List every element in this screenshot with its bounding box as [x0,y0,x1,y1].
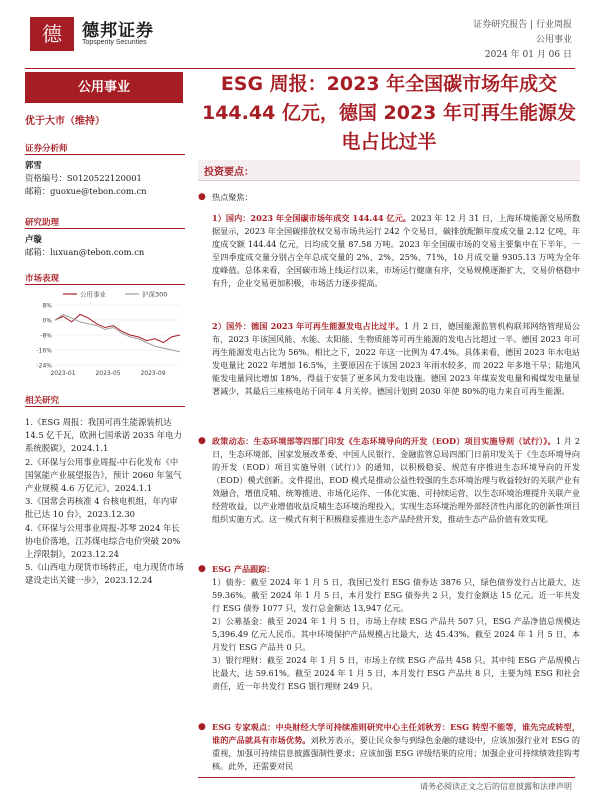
report-type: 证券研究报告 | 行业周报 [473,20,572,30]
assistant-heading: 研究助理 [25,218,60,228]
y-tick-label: 0% [42,317,52,325]
divider [25,284,185,285]
paragraph-body: 1 月 2 日，德国能源监管机构联邦网络管理局公布，2023 年该国风能、水能、太阳能、生物质能等可再生能源的发电占比超过一半。德国 2023 年可再生能源发电占比为 56%。相比之下，2022 年这一比例为 47.4%。具体来看，德国 2023 年水电站发电量比 2022 年增加 16.5%，主要原因在于该国 2023 年雨水较多，而 2022 年多地干旱；陆地风能发电量同比增加 18%，得益于安装了更多风力发电设施。德国 2023 年煤炭发电量和褐煤发电量显著减少，其最后三座核电站于同年 4 月关停。德国计划到 2030 年使 80%的电力来自可再生能源。 [212,321,580,397]
divider [25,228,185,229]
legend-label: 沪深300 [142,290,168,299]
paragraph-domestic [212,212,580,290]
legend-label: 公用事业 [80,290,106,299]
paragraph-policy [212,435,580,526]
y-tick-label: -16% [36,347,52,355]
brand-name-en: Topsperity Securities [82,39,147,46]
hot-label: 热点聚焦： [212,192,253,202]
y-tick-label: -24% [36,362,52,370]
header-divider [25,68,575,69]
bullet-icon: ● [198,564,206,574]
x-tick-label: 2023-05 [95,370,121,377]
assistant-email[interactable]: 邮箱：luxuan@tebon.com.cn [25,247,145,257]
industry-title: 公用事业 [25,72,183,103]
paragraph-products [212,563,580,693]
report-title: ESG 周报：2023 年全国碳市场年成交 144.44 亿元，德国 2023 年可再生能源发电占比过半 [201,73,577,153]
paragraph-head: ESG 专家观点：中央财经大学可持续准则研究中心主任刘秋芳：ESG 转型不能等，谁先完成转型，谁的产品就具有市场优势。 [212,722,580,746]
brand-name: 德邦证券 [82,21,154,41]
paragraph-head: ESG 产品跟踪： [212,564,275,574]
svg-text:德: 德 [42,22,62,46]
related-item[interactable]: 4.《环保与公用事业周报-苏琴 2024 年长协电价落地，江苏煤电综合电价突破 20%上浮限制》，2023.12.24 [25,522,181,560]
paragraph-head: 2）国外：德国 2023 年可再生能源发电占比过半。 [212,321,404,331]
x-tick-label: 2023-01 [50,370,76,377]
assistant-name: 卢璇 [25,234,42,244]
market-heading: 市场表现 [25,274,60,284]
report-sector: 公用事业 [535,35,572,45]
paragraph-body: 1 月 2 日，生态环境部、国家发展改革委、中国人民银行、金融监管总局四部门日前印发关于《生态环境导向的开发（EOD）项目实施导则（试行）》的通知，以积极稳妥、规范有序推进生态环境导向的开发（EOD）模式创新。文件提出，EOD 模式是推动公益性较强的生态环境治理与收益较好的关联产业有效融合，增值反哺、统筹推进、市场化运作、一体化实施、可持续运营，以生态环境治理提升关联产业经营收益，以产业增值收益反哺生态环境治理投入，实现生态环境治理外部经济性内部化的创新性项目组织实施方式。这一模式有利于积极稳妥推进生态产品经营开发，推动生态产品价值有效实现。 [212,436,580,525]
related-heading: 相关研究 [25,396,60,406]
assistant-info [25,233,185,259]
section-title: 投资要点： [204,167,254,178]
x-tick-label: 2023-09 [140,370,166,377]
report-date: 2024 年 01 月 06 日 [484,50,572,60]
logo-mark-icon [30,17,74,51]
footer-disclaimer[interactable]: 请务必阅读正文之后的信息披露和法律声明 [420,782,572,791]
section-header [198,160,580,181]
related-list [25,416,185,588]
related-item[interactable]: 1.《ESG 周报：我国可再生能源装机达 14.5 亿千瓦，欧洲七国承诺 2035 年电力系统脱碳》，2024.1.1 [25,417,182,454]
paragraph-body: 2）公募基金：截至 2024 年 1 月 5 日，市场上存续 ESG 产品共 507 只，ESG 产品净值总规模达 5,396.49 亿元人民币。其中环境保护产品规模占比最大，达 45.43%。截至 2024 年 1 月 5 日，本月发行 ESG 产品共 0 只。 [212,616,580,653]
industry-rating: 优于大市（维持） [25,116,105,127]
analyst-info [25,159,185,198]
paragraph-body: 3）银行理财：截至 2024 年 1 月 5 日，市场上存续 ESG 产品共 458 只。其中纯 ESG 产品规模占比最大，达 59.61%。截至 2024 年 1 月 5 日，本月发行 ESG 产品共 8 只，主要为纯 ESG 和社会责任，近一年共发行 ESG 银行理财 249 只。 [212,655,580,692]
paragraph-head: 政策动态：生态环境部等四部门印发《生态环境导向的开发（EOD）项目实施导则（试行）》。 [212,436,556,446]
bullet-icon: ● [198,722,206,732]
related-item[interactable]: 3.《国常会再核准 4 台核电机组，年内审批已达 10 台》，2023.12.30 [25,496,178,520]
analyst-email[interactable]: 邮箱：guoxue@tebon.com.cn [25,186,147,196]
divider [25,406,185,407]
divider [25,154,185,155]
market-chart [25,287,185,387]
paragraph-expert [212,721,580,773]
paragraph-body: 2023 年 12 月 31 日，上海环境能源交易所数据显示，2023 年全国碳排放权交易市场共运行 242 个交易日，碳排放配额年度成交量 2.12 亿吨，年度成交额 144.44 亿元，日均成交量 87.58 万吨。2023 年全国碳市场的交易主要集中在下半年，一至四季度成交量分别占全年总成交量的 2%、2%、25%、71%，10 月成交量 9305.13 万吨为全年度峰值。总体来看，全国碳市场上线运行以来，市场运行健康有序，交易规模逐渐扩大，交易价格稳中有升，企业交易更加积极，市场活力逐步提高。 [212,213,580,289]
y-tick-label: 8% [42,302,52,310]
paragraph-body: 1）债券：截至 2024 年 1 月 5 日，我国已发行 ESG 债券达 3876 只，绿色债券发行占比最大，达 59.36%。截至 2024 年 1 月 5 日，本月发行 ESG 债券共 2 只，发行金额达 15 亿元。近一年共发行 ESG 债券 1077 只，发行总金额达 13,947 亿元。 [212,577,580,614]
footer-divider [198,777,575,778]
related-item[interactable]: 5.《山西电力现货市场转正，电力现货市场建设走出关键一步》，2023.12.24 [25,562,184,586]
analyst-cert: 资格编号：S0120522120001 [25,173,142,183]
analyst-heading: 证券分析师 [25,144,68,154]
bullet-icon: ● [198,436,206,446]
related-item[interactable]: 2.《环保与公用事业周报-中石化发布《中国氢能产业展望报告》，预计 2060 年氢气产业规模 4.6 万亿元》，2024.1.1 [25,456,182,494]
paragraph-foreign [212,320,580,398]
paragraph-head: 1）国内：2023 年全国碳市场年成交 144.44 亿元。 [212,213,411,223]
brand-logo [30,17,74,51]
bullet-icon: ● [198,192,206,202]
paragraph-body: 刘秋芳表示，要让民众参与到绿色金融的建设中，应该加强行业对 ESG 的重视，加强可持续信息披露强制性要求；应该加强 ESG 评级结果的应用；加强企业可持续绩效挂钩考核。此外，还需要对民 [212,735,580,772]
analyst-name: 郭雪 [25,160,42,170]
y-tick-label: -8% [40,332,52,340]
report-meta [473,18,572,63]
